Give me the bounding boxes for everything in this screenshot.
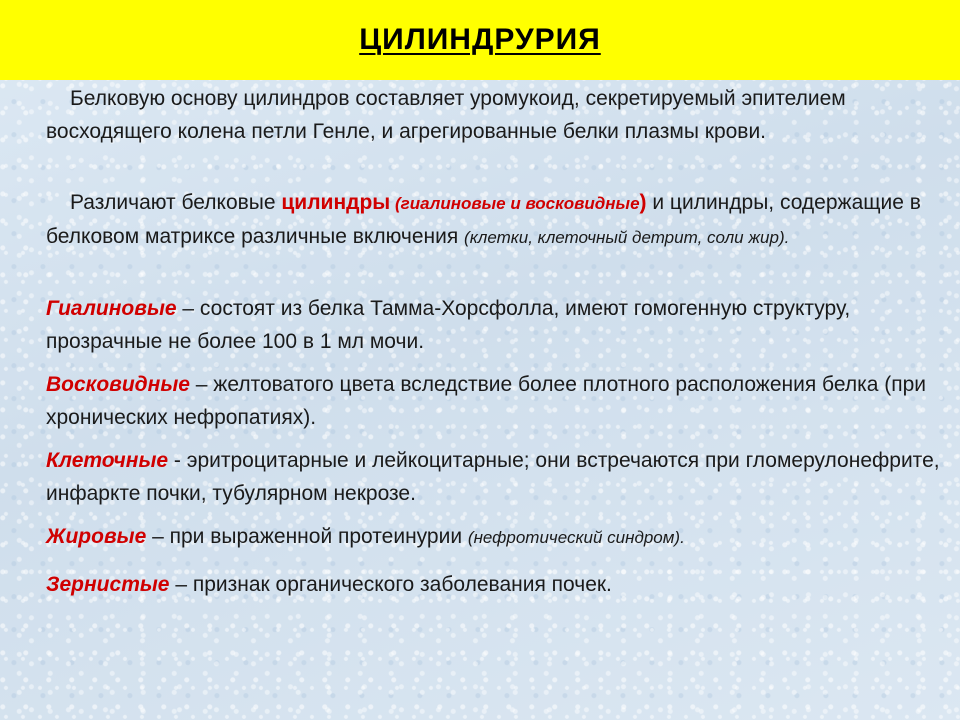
paragraph-cellular [46,444,946,510]
paragraph-granular [46,568,946,601]
fatty-term: Жировые [46,525,147,548]
fatty-text: – при выраженной протеинурии [146,525,468,548]
granular-term: Зернистые [46,573,170,596]
fatty-note: (нефротический синдром). [467,528,685,547]
cast-types-rest: и цилиндры, содержащие в белковом матриксе различные включения [46,191,921,248]
paragraph-fatty [46,520,946,554]
cast-types-paren-open: ( [390,194,401,213]
paragraph-protein-basis [46,82,946,148]
cellular-term: Клеточные [46,449,169,472]
cast-types-sub: гиалиновые и восковидные [400,194,640,213]
page-title: ЦИЛИНДРУРИЯ [359,23,601,56]
cellular-text: - эритроцитарные и лейкоцитарные; они встречаются при гломерулонефрите, инфаркте почки, тубулярном некрозе. [46,449,940,505]
granular-text: – признак органического заболевания почек. [169,573,612,596]
paragraph-hyaline [46,292,946,358]
paragraph-waxy [46,368,946,434]
waxy-text: – желтоватого цвета вследствие более плотного расположения белка (при хронических нефропатиях). [46,373,927,429]
cast-types-term: цилиндры [281,191,391,214]
title-band [0,0,960,80]
cast-types-lead: Различают белковые [70,191,282,214]
waxy-term: Восковидные [46,373,190,396]
paragraph-protein-basis-text: Белковую основу цилиндров составляет уромукоид, секретируемый эпителием восходящего колена петли Генле, и агрегированные белки плазмы крови. [46,87,846,143]
hyaline-text: – состоят из белка Тамма-Хорсфолла, имеют гомогенную структуру, прозрачные не более 100 в 1 мл мочи. [46,297,851,353]
cast-types-note: (клетки, клеточный детрит, соли жир). [464,228,790,247]
paragraph-cast-types [46,186,946,254]
cast-types-paren-close: ) [639,191,647,214]
hyaline-term: Гиалиновые [46,297,177,320]
